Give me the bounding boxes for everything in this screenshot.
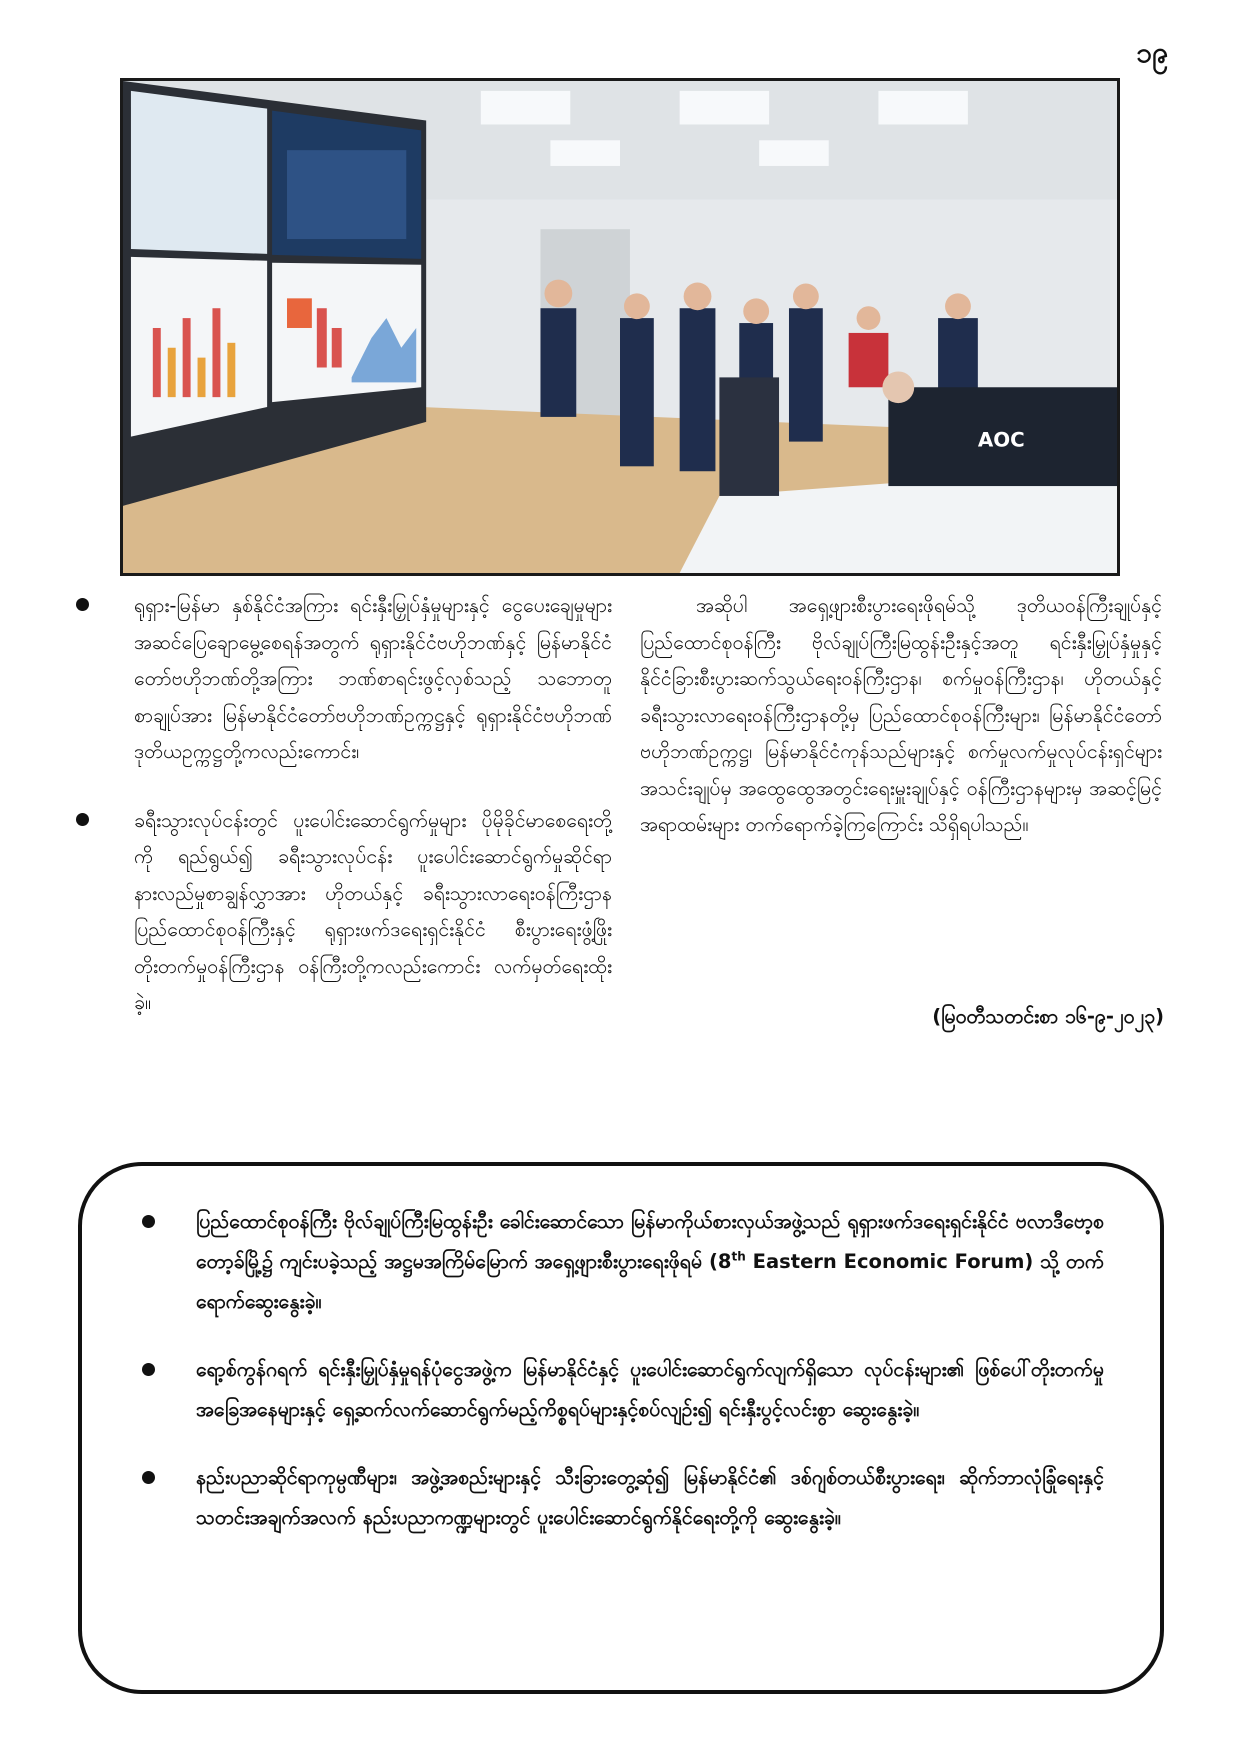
highlight-item-2 [142,1350,1104,1430]
page-number: ၁၉ [1136,36,1168,69]
left-bullet-2 [76,803,612,1022]
bullet-icon [76,813,89,826]
bullet-icon [142,1471,155,1484]
monitor-brand-label: AOC [977,428,1025,452]
bullet-icon [142,1363,155,1376]
news-photo [120,78,1120,576]
highlight-1-text-end: Eastern Economic Forum) သို့ တက်ရောက်ဆွေးနွေးခဲ့။ [196,1250,1105,1313]
highlight-3-text: နည်းပညာဆိုင်ရာကုမ္ပဏီများ၊ အဖွဲ့အစည်းများနှင့် သီးခြားတွေ့ဆုံ၍ မြန်မာနိုင်ငံ၏ ဒစ်ဂျစ်တယ်စီးပွားရေး၊ ဆိုက်ဘာလုံခြုံရေးနှင့် သတင်းအချက်အလက် နည်းပညာကဏ္ဍများတွင် ပူးပေါင်းဆောင်ရွက်နိုင်ရေးတို့ကို ဆွေးနွေးခဲ့။ [196,1466,1104,1529]
highlight-1-superscript: th [731,1249,746,1264]
highlight-2-text: ရော့စ်ကွန်ဂရက် ရင်းနှီးမြှုပ်နှံမှုရန်ပုံငွေအဖွဲ့က မြန်မာနိုင်ငံနှင့် ပူးပေါင်းဆောင်ရွက်လျက်ရှိသော လုပ်ငန်းများ၏ ဖြစ်ပေါ်တိုးတက်မှုအခြေအနေများနှင့် ရှေ့ဆက်လက်ဆောင်ရွက်မည့်ကိစ္စရပ်များနှင့်စပ်လျဉ်း၍ ရင်းနှီးပွင့်လင်းစွာ ဆွေးနွေးခဲ့။ [196,1358,1104,1421]
left-bullet-1-text: ရုရှား-မြန်မာ နှစ်နိုင်ငံအကြား ရင်းနှီးမြှုပ်နှံမှုများနှင့် ငွေပေးချေမှုများ အဆင်ပြေချောမွေ့စေရန်အတွက် ရုရှားနိုင်ငံဗဟိုဘဏ်နှင့် မြန်မာနိုင်ငံတော်ဗဟိုဘဏ်တို့အကြား ဘဏ်စာရင်းဖွင့်လှစ်သည့် သဘောတူစာချုပ်အား မြန်မာနိုင်ငံတော်ဗဟိုဘဏ်ဥက္ကဋ္ဌနှင့် ရုရှားနိုင်ငံဗဟိုဘဏ်ဒုတိယဥက္ကဋ္ဌတို့ကလည်းကောင်း၊ [134,594,612,763]
bullet-icon [142,1215,155,1228]
highlight-item-3 [142,1458,1104,1538]
highlight-1-text: ပြည်ထောင်စုဝန်ကြီး ဗိုလ်ချုပ်ကြီးမြထွန်းဦး ခေါင်းဆောင်သော မြန်မာကိုယ်စားလှယ်အဖွဲ့သည် ရုရှားဖက်ဒရေးရှင်းနိုင်ငံ ဗလာဒီဗော့စတော့ခ်မြို့၌ ကျင်းပခဲ့သည့် အဋ္ဌမအကြိမ်မြောက် အရှေ့ဖျားစီးပွားရေးဖိုရမ် (8 [196,1210,1104,1273]
highlight-item-1 [142,1202,1104,1322]
right-column [640,588,1162,844]
left-column [76,588,612,1054]
right-paragraph: အဆိုပါ အရှေ့ဖျားစီးပွားရေးဖိုရမ်သို့ ဒုတိယဝန်ကြီးချုပ်နှင့် ပြည်ထောင်စုဝန်ကြီး ဗိုလ်ချုပ်ကြီးမြထွန်းဦးနှင့်အတူ ရင်းနှီးမြှုပ်နှံမှုနှင့် နိုင်ငံခြားစီးပွားဆက်သွယ်ရေးဝန်ကြီးဌာန၊ စက်မှုဝန်ကြီးဌာန၊ ဟိုတယ်နှင့် ခရီးသွားလာရေးဝန်ကြီးဌာနတို့မှ ပြည်ထောင်စုဝန်ကြီးများ၊ မြန်မာနိုင်ငံတော်ဗဟိုဘဏ်ဥက္ကဋ္ဌ၊ မြန်မာနိုင်ငံကုန်သည်များနှင့် စက်မှုလက်မှုလုပ်ငန်းရှင်များအသင်းချုပ်မှ အထွေထွေအတွင်းရေးမှူးချုပ်နှင့် ဝန်ကြီးဌာနများမှ အဆင့်မြင့်အရာထမ်းများ တက်ရောက်ခဲ့ကြကြောင်း သိရှိရပါသည်။ [640,594,1162,836]
left-bullet-2-text: ခရီးသွားလုပ်ငန်းတွင် ပူးပေါင်းဆောင်ရွက်မှုများ ပိုမိုခိုင်မာစေရေးတို့ကို ရည်ရွယ်၍ ခရီးသွားလုပ်ငန်း ပူးပေါင်းဆောင်ရွက်မှုဆိုင်ရာ နားလည်မှုစာချွန်လွှာအား ဟိုတယ်နှင့် ခရီးသွားလာရေးဝန်ကြီးဌာန ပြည်ထောင်စုဝန်ကြီးနှင့် ရုရှားဖက်ဒရေးရှင်းနိုင်ငံ စီးပွားရေးဖွံ့ဖြိုးတိုးတက်မှုဝန်ကြီးဌာန ဝန်ကြီးတို့ကလည်းကောင်း လက်မှတ်ရေးထိုးခဲ့။ [134,808,612,1014]
bullet-icon [76,598,89,611]
highlights-box [78,1162,1164,1694]
control-room-photo [123,81,1117,573]
source-citation: (မြဝတီသတင်းစာ ၁၆-၉-၂၀၂၃) [932,1005,1164,1028]
left-bullet-1 [76,588,612,771]
